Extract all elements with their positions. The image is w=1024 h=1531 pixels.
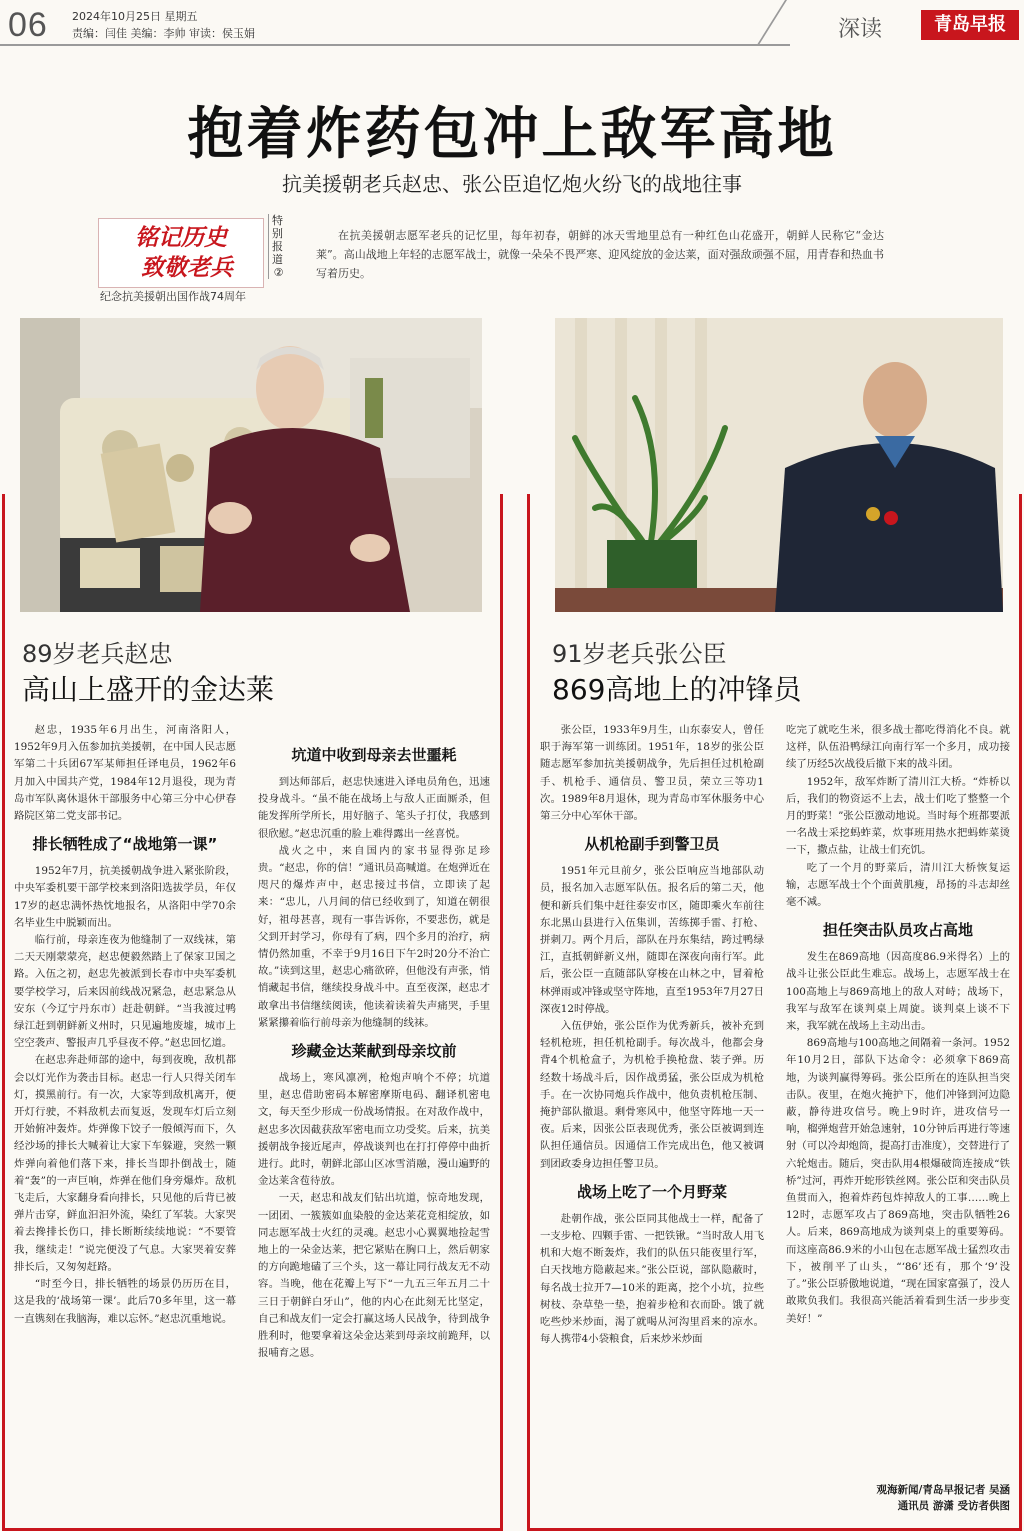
paragraph: 吃完了就吃生米，很多战士都吃得消化不良。就这样，队伍沿鸭绿江向南行军一个多月，成功接续了历经5次战役后撤下来的战斗团。 <box>786 724 1010 771</box>
paragraph: 临行前，母亲连夜为他缝制了一双线袜，第二天天刚蒙蒙亮，赵忠便毅然踏上了保家卫国之路。入伍之初，赵忠先被派到长春市中央军委机要学校学习，后来因前线战况紧急，赵忠紧急从安东（今辽宁丹东市）赶赴朝鲜。“当我渡过鸭绿江赶到朝鲜新义州时，只见遍地废墟，城市上空空袭声、警报声几乎昼夜不停。”赵忠回忆道。 <box>14 934 236 1050</box>
masthead-slash <box>756 0 825 46</box>
paragraph: 赴朝作战，张公臣同其他战士一样，配备了一支步枪、四颗手雷、一把铁锹。“当时敌人用飞机和大炮不断轰炸，我们的队伍只能夜里行军，白天找地方隐蔽起来。”张公臣说，部队隐蔽时，每名战士拉开7—10米的距离，挖个小坑，拉些树枝、杂草垫一垫，抱着步枪和衣而卧。饿了就吃些炒米炒面，渴了就喝从河沟里舀来的凉水。每人携带4小袋粮食，后来炒米炒面 <box>540 1212 764 1346</box>
special-report-label: 特别报道 <box>272 214 283 266</box>
page-meta <box>72 8 255 42</box>
byline-correspondent: 通讯员 游潇 受访者供图 <box>897 1500 1010 1512</box>
right-title-line1: 91岁老兵张公臣 <box>552 640 727 668</box>
left-title-line2: 高山上盛开的金达莱 <box>22 673 275 706</box>
subheading: 坑道中收到母亲去世噩耗 <box>291 746 457 764</box>
right-column-1 <box>540 722 764 1522</box>
right-column-2 <box>786 722 1010 1482</box>
byline <box>786 1482 1010 1514</box>
paragraph: 一天，赵忠和战友们钻出坑道，惊奇地发现，一团团、一簇簇如血染般的金达莱花竞相绽放，如同志愿军战士火红的灵魂。赵忠小心翼翼地捡起雪地上的一朵金达莱，把它紧贴在胸口上，然后朝家的方向跪地磕了三个头，这一幕让同行战友无不动容。当晚，他在花瓣上写下“一九五三年五月二十三日于朝鲜白牙山”，他的内心在此刻无比坚定，自己和战友们一定会打赢这场人民战争，待到战争胜利时，他要拿着这朵金达莱到母亲坟前跪拜，以报哺育之恩。 <box>258 1192 490 1360</box>
paragraph: 在赵忠奔赴师部的途中，每到夜晚，敌机都会以灯光作为袭击目标。赵忠一行人只得关闭车灯，摸黑前行。有一次，大家等到敌机离开，便开灯行驶，不料敌机去而复返，发现车灯后立刻开始俯冲轰炸。炸弹像下饺子一般倾泻而下，久经沙场的排长大喊着让大家下车躲避，突然一颗炸弹向着他们落下来，排长当即扑倒战士，随着“轰”的一声巨响，炸弹在他们身旁爆炸。敌机飞走后，大家翻身看向排长，只见他的后背已被弹片击穿，鲜血汩汩外流，染红了军装。大家哭着去搀排长伤口，排长断断续续地说：“不要管我，继续走！”说完便没了气息。大家哭着安葬排长后，又匆匆赶路。 <box>14 1054 236 1273</box>
paragraph: 1952年，敌军炸断了清川江大桥。“炸桥以后，我们的物资运不上去，战士们吃了整整一个月的野菜！”张公臣激动地说。当时每个班都要派一名战士采挖蚂蚱菜，炊事班用热水把蚂蚱菜烫一下，撒点盐，让战士们充饥。 <box>786 775 1010 857</box>
headline: 抱着炸药包冲上敌军高地 <box>187 102 837 167</box>
sub-headline: 抗美援朝老兵赵忠、张公臣追忆炮火纷飞的战地往事 <box>282 172 742 196</box>
intro-paragraph: 在抗美援朝志愿军老兵的记忆里，每年初春，朝鲜的冰天雪地里总有一种红色山花盛开，朝鲜人民称它“金达莱”。高山战地上年轻的志愿军战士，就像一朵朵不畏严寒、迎风绽放的金达莱，面对强敌顽强不屈，用青春和热血书写着历史。 <box>316 229 884 280</box>
byline-reporter: 观海新闻/青岛早报记者 吴涵 <box>876 1484 1010 1496</box>
subheading: 担任突击队员攻占高地 <box>822 921 973 940</box>
special-report-number: ② <box>273 266 284 279</box>
issue-date: 2024年10月25日 星期五 <box>72 10 198 23</box>
subheading: 排长牺牲成了“战地第一课” <box>32 835 218 854</box>
paragraph: 869高地与100高地之间隔着一条河。1952年10月2日，部队下达命令：必须拿下869高地，为谈判赢得筹码。张公臣所在的连队担当突击队。夜里，在炮火掩护下，他们冲锋到河边隐蔽，静待进攻信号。晚上9时许，进攻信号一响，榴弹炮营开始急速射，10分钟后再进行等速射（可以冷却炮筒，提高打击准度），交替进行了六轮炮击。随后，突击队用4根爆破筒连接成“铁桥”过河，再炸开蛇形铁丝网。张公臣和突击队员鱼贯而入，抱着炸药包炸掉敌人的工事……晚上12时，志愿军攻占了869高地，突击队牺牲26人。后来，869高地成为谈判桌上的重要筹码。而这座高86.9米的小山包在志愿军战士猛烈攻击下，被削平了山头，“‘86’还有，那个‘9’没了。”张公臣骄傲地说道，“现在国家富强了，没人敢欺负我们。我很高兴能活着看到生活一步步变美好！” <box>786 1037 1010 1325</box>
editors-credit: 责编：闫佳 美编：李帅 审读：侯玉娟 <box>72 27 255 40</box>
paragraph: 张公臣，1933年9月生，山东泰安人，曾任职于海军第一训练团。1951年，18岁的张公臣随志愿军参加抗美援朝战争，先后担任过机枪副手、机枪手、通信员、警卫员，荣立三等功1次。1989年8月退休，现为青岛市军休服务中心第三分中心军休干部。 <box>540 724 764 823</box>
subheading: 战场上吃了一个月野菜 <box>576 1182 727 1201</box>
paragraph: 战场上，寒风凛冽，枪炮声响个不停；坑道里，赵忠借助密码本解密摩斯电码、翻译机密电文，每天至少形成一份战场情报。在对敌作战中，赵忠多次因截获敌军密电而立功受奖。后来，抗美援朝战争接近尾声，停战谈判也在打打停停中曲折进行。此时，朝鲜北部山区冰雪消融，漫山遍野的金达莱含苞待放。 <box>258 1072 490 1188</box>
paragraph: 赵忠，1935年6月出生，河南洛阳人，1952年9月入伍参加抗美援朝，在中国人民志愿军第二十兵团67军某师担任译电员，1962年6月加入中国共产党，1984年12月退役，现为青岛市军队离休退休干部服务中心第三分中心伊春路院区第二党支部书记。 <box>14 724 236 823</box>
right-title-line2: 869高地上的冲锋员 <box>552 673 802 706</box>
zhao-zhong-photo <box>20 318 482 612</box>
paragraph: 入伍伊始，张公臣作为优秀新兵，被补充到轻机枪班，担任机枪副手。每次战斗，他都会身背4个机枪盒子，为机枪手换枪盘、装子弹。历经数十场战斗后，因作战勇猛，张公臣成为机枪手。在一次协同炮兵作战中，他负责机枪压制、掩护部队撤退。剩骨寒风中，他坚守阵地一天一夜。后来，因张公臣表现优秀，张公臣被调到连队担任通信员。因通信工作完成出色，他又被调到团政委身边担任警卫员。 <box>540 1020 764 1170</box>
series-title-badge <box>98 218 264 288</box>
paragraph: 到达师部后，赵忠快速进入译电员角色，迅速投身战斗。“虽不能在战场上与敌人正面厮杀，但能发挥所学所长，用好脑子、笔头子打仗，我感到很欣慰。”赵忠沉重的脸上难得露出一丝喜悦。 <box>258 776 490 840</box>
series-title-line1: 铭记历史 <box>135 224 227 251</box>
series-subtitle: 纪念抗美援朝出国作战74周年 <box>100 290 246 303</box>
subheading: 从机枪副手到警卫员 <box>584 835 720 854</box>
paragraph: 1952年7月，抗美援朝战争进入紧张阶段，中央军委机要干部学校来到洛阳选拔学员，年仅17岁的赵忠满怀热忱地报名，从洛阳中学70余名毕业生中脱颖而出。 <box>14 865 236 929</box>
page-number: 06 <box>8 6 48 44</box>
section-label: 深读 <box>838 17 883 42</box>
masthead-rule <box>0 44 790 46</box>
zhang-gongchen-photo <box>555 318 1003 612</box>
paragraph: 吃了一个月的野菜后，清川江大桥恢复运输，志愿军战士个个面黄肌瘦，昂扬的斗志却丝毫不减。 <box>786 861 1010 909</box>
subheading: 珍藏金达莱献到母亲坟前 <box>291 1042 457 1061</box>
special-report-tag <box>268 214 286 279</box>
series-title-line2: 致敬老兵 <box>141 254 233 281</box>
left-column-1 <box>14 722 236 1522</box>
paragraph: 发生在869高地（因高度86.9米得名）上的战斗让张公臣此生难忘。战场上，志愿军战士在100高地上与869高地上的敌人对峙；战场下，我军与敌军在谈判桌上周旋。谈判桌上谈不下来，我军就在战场上主动出击。 <box>786 951 1010 1033</box>
paragraph: “时至今日，排长牺牲的场景仍历历在目，这是我的‘战场第一课’。此后70多年里，这一幕一直镌刻在我脑海，难以忘怀。”赵忠沉重地说。 <box>14 1278 236 1325</box>
paragraph: 战火之中，来自国内的家书显得弥足珍贵。“赵忠，你的信！”通讯员高喊道。在炮弹近在咫尺的爆炸声中，赵忠接过书信，立即读了起来：“忠儿，八月间的信已经收到了，知道在朝很好，祖母甚喜，现有一事告诉你，不要悲伤，就是父到开封学习，你母有了病，四个多月的治疗，病情仍然加重，不幸于9月16日下午2时20分不治亡故。”读到这里，赵忠心痛欲碎，但他没有声张，悄悄藏起书信，继续投身战斗中。直至夜深，赵忠才敢拿出书信继续阅读，他读着读着失声痛哭，手里紧紧攥着临行前母亲为他缝制的线袜。 <box>258 844 490 1029</box>
newspaper-logo: 青岛早报 <box>921 10 1019 40</box>
paragraph: 1951年元旦前夕，张公臣响应当地部队动员，报名加入志愿军队伍。报名后的第二天，他便和新兵们集中赶往泰安市区，随即乘火车前往东北黑山县进行入伍集训，苦练掷手雷、打枪、拼刺刀。两个月后，部队在丹东集结，跨过鸭绿江，直抵朝鲜新义州，随即在深夜向南行军。此后，张公臣一直随部队穿梭在山林之中，冒着枪林弹雨或冲锋或坚守阵地，直至1953年7月27日深夜12时停战。 <box>540 865 764 1015</box>
left-title-line1: 89岁老兵赵忠 <box>22 640 173 668</box>
left-column-2 <box>258 736 490 1522</box>
